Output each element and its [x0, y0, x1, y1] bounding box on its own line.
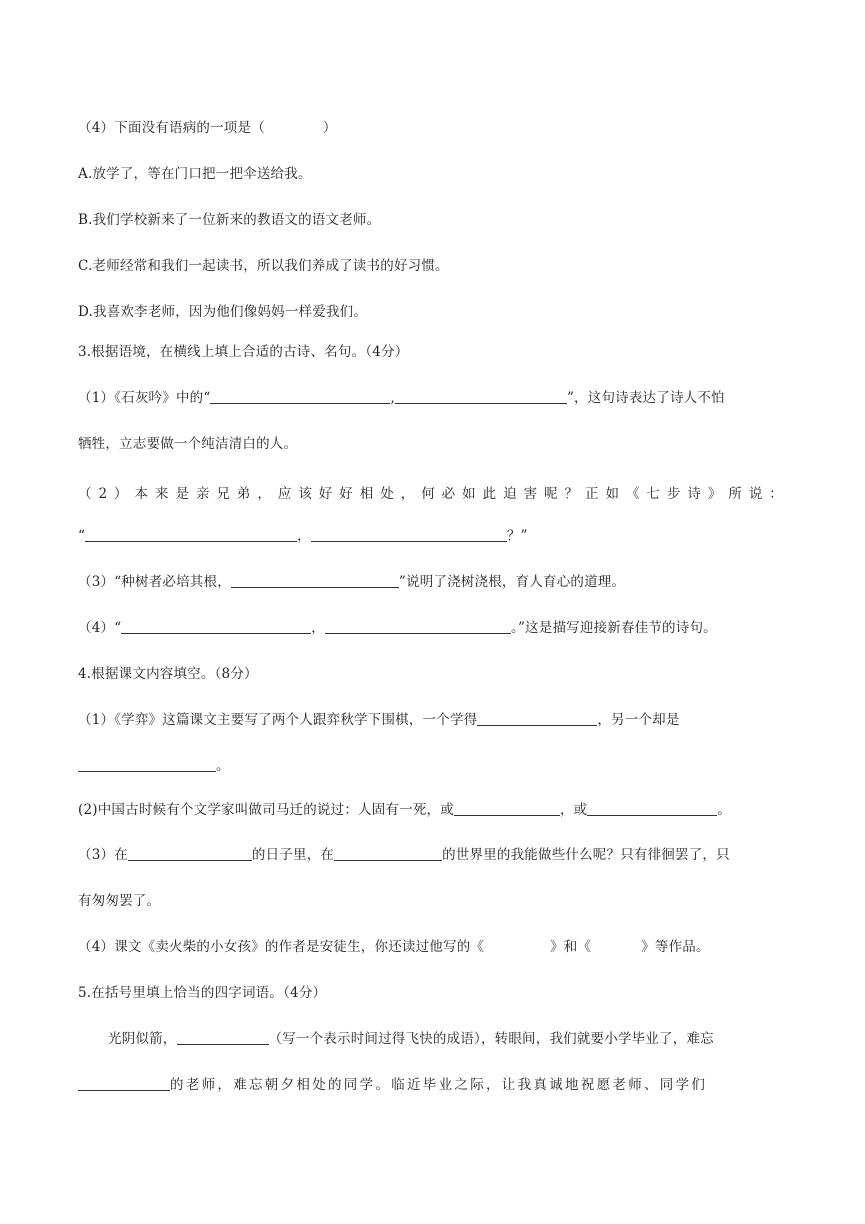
fill-blank[interactable] — [231, 573, 399, 588]
q4-item1 — [78, 710, 680, 730]
fill-blank[interactable] — [128, 846, 252, 861]
q4-item4-text: （4）课文《卖火柴的小女孩》的作者是安徒生，你还读过他写的《 — [78, 939, 485, 955]
fill-blank[interactable] — [334, 846, 442, 861]
q4-item2-text: (2)中国古时候有个文学家叫做司马迁的说过：人固有一死，或 — [78, 802, 454, 818]
option-c: C.老师经常和我们一起读书，所以我们养成了读书的好习惯。 — [78, 258, 449, 274]
q2-4-stem — [78, 118, 337, 138]
q5-paragraph-line2 — [78, 1075, 707, 1095]
q3-item3-text-after: ”说明了浇树浇根，育人育心的道理。 — [398, 574, 626, 590]
q2-4-stem-text: （4）下面没有语病的一项是（ — [78, 120, 265, 136]
fill-blank[interactable] — [587, 801, 717, 816]
q4-item2 — [78, 800, 731, 820]
q4-item3 — [78, 845, 730, 865]
q5-para-text-cont: 的老师，难忘朝夕相处的同学。临近毕业之际，让我真诚地祝愿老师、同学们 — [170, 1077, 708, 1093]
q3-item1-text-after: ”，这句诗表达了诗人不怕 — [566, 390, 725, 406]
q3-item3-text: （3）“种树者必培其根， — [78, 574, 231, 590]
fill-blank[interactable] — [210, 389, 390, 404]
fill-blank[interactable] — [85, 527, 297, 542]
q3-title: 3.根据语境，在横线上填上合适的古诗、名句。（4分） — [78, 344, 409, 360]
option-d: D.我喜欢李老师，因为他们像妈妈一样爱我们。 — [78, 304, 368, 320]
q3-item1-cont: 牺牲，立志要做一个纯洁清白的人。 — [78, 436, 298, 452]
q4-item2-end: 。 — [717, 802, 732, 818]
q4-item2-text-mid: ，或 — [559, 802, 588, 818]
q5-title: 5.在括号里填上恰当的四字词语。（4分） — [78, 985, 327, 1001]
fill-blank[interactable] — [477, 711, 597, 726]
q4-item3-cont: 有匆匆罢了。 — [78, 893, 161, 909]
q4-item1-end: 。 — [216, 758, 230, 774]
fill-blank[interactable] — [121, 619, 311, 634]
q4-item3-text-mid: 的日子里，在 — [251, 847, 335, 863]
fill-blank[interactable] — [311, 527, 507, 542]
q4-item1-text: （1）《学弈》这篇课文主要写了两个人跟弈秋学下围棋，一个学得 — [78, 712, 478, 728]
q3-item4-text-after: 。”这是描写迎接新春佳节的诗句。 — [511, 620, 717, 636]
q5-paragraph-line1 — [108, 1029, 714, 1049]
q3-item2: （2）本来是亲兄弟，应该好好相处，何必如此迫害呢？正如《七步诗》所说： — [78, 486, 783, 502]
q3-item2-sep: ， — [297, 528, 311, 544]
q3-item4-text: （4）“ — [78, 620, 122, 636]
q5-para-text: 光阴似箭， — [108, 1031, 177, 1047]
q2-4-stem-close: ） — [322, 120, 337, 136]
q3-item1-sep: , — [390, 390, 395, 406]
q5-para-text-after: （写一个表示时间过得飞快的成语），转眼间，我们就要小学毕业了，难忘 — [268, 1031, 714, 1047]
q4-title: 4.根据课文内容填空。（8分） — [78, 666, 258, 682]
q4-item4-text-mid: 》和《 — [550, 939, 592, 955]
q3-item4 — [78, 618, 717, 638]
fill-blank[interactable] — [78, 1076, 170, 1091]
fill-blank[interactable] — [177, 1030, 269, 1045]
q4-item4 — [78, 937, 710, 957]
fill-blank[interactable] — [325, 619, 511, 634]
q4-item4-text-after: 》等作品。 — [641, 939, 710, 955]
q4-item1-cont — [78, 756, 230, 776]
fill-blank[interactable] — [395, 389, 567, 404]
q3-item1-text: （1）《石灰吟》中的“ — [78, 390, 211, 406]
option-b: B.我们学校新来了一位新来的教语文的语文老师。 — [78, 212, 381, 228]
q3-item1 — [78, 388, 725, 408]
q3-item3 — [78, 572, 625, 592]
q3-item2-end: ？” — [506, 528, 528, 544]
fill-blank[interactable] — [454, 801, 560, 816]
q3-item2-cont — [78, 526, 528, 546]
q3-item2-open-quote: “ — [78, 528, 86, 544]
q4-item3-text: （3）在 — [78, 847, 128, 863]
q4-item1-text-after: ，另一个却是 — [597, 712, 680, 728]
q4-item3-text-after: 的世界里的我能做些什么呢？只有徘徊罢了，只 — [442, 847, 730, 863]
fill-blank[interactable] — [78, 757, 216, 772]
option-a: A.放学了，等在门口把一把伞送给我。 — [78, 166, 312, 182]
q3-item4-sep: ， — [311, 620, 325, 636]
